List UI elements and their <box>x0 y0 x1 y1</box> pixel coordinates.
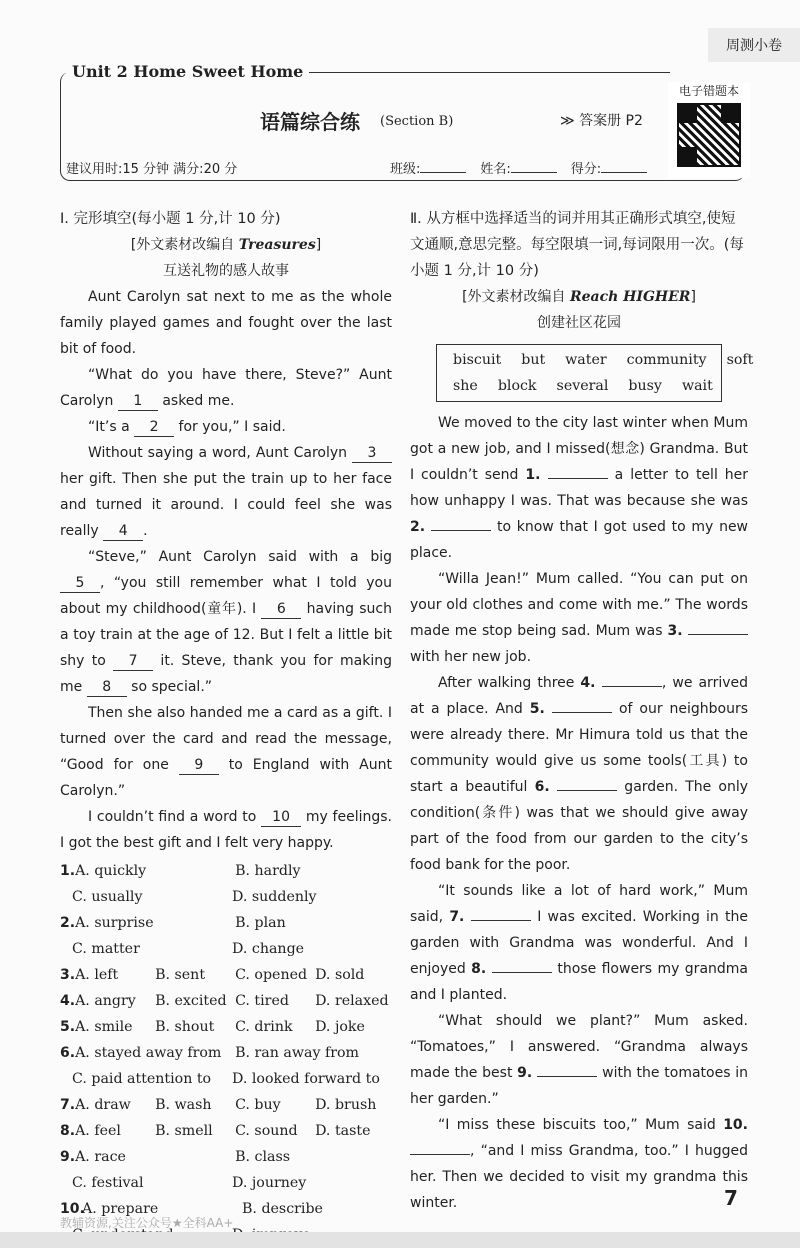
passage-paragraph: “What do you have there, Steve?” Aunt Carolyn 1 asked me. <box>60 367 392 409</box>
answer-option[interactable]: B. hardly <box>235 863 301 879</box>
part2-subtitle: 创建社区花园 <box>537 315 621 331</box>
answer-blank[interactable] <box>537 1076 597 1077</box>
cloze-blank[interactable]: 9 <box>179 756 219 775</box>
answer-option[interactable]: B. sent <box>155 967 206 983</box>
answer-option[interactable]: A. surprise <box>75 915 154 931</box>
passage-paragraph: “What should we plant?” Mum asked. “Tomatoes,” I answered. “Grandma always made the best 9. with the tomatoes in her garden.” <box>410 1013 748 1107</box>
section-subtitle: (Section B) <box>380 114 454 129</box>
answer-option[interactable]: B. shout <box>155 1019 215 1035</box>
blank-number: 5. <box>529 701 553 717</box>
answer-option[interactable]: C. tired <box>235 993 289 1009</box>
passage-paragraph: Aunt Carolyn sat next to me as the whole family played games and fought over the last bit of food. <box>60 289 392 357</box>
answer-blank[interactable] <box>471 920 531 921</box>
qr-panel[interactable] <box>668 82 750 178</box>
answer-option[interactable]: C. sound <box>235 1123 298 1139</box>
footer-watermark: 教辅资源,关注公众号★全科AA+ <box>60 1216 234 1230</box>
question-number: 8. <box>60 1123 76 1139</box>
cloze-blank[interactable]: 7 <box>113 652 153 671</box>
passage-paragraph: “Steve,” Aunt Carolyn said with a big 5 , “you still remember what I told you about my childhood(童年). I 6 having such a toy train at the age of 12. But I felt a little bit shy to 7 it. Steve, thank you for making me 8 so special.” <box>60 549 393 695</box>
answer-option[interactable]: A. left <box>75 967 119 983</box>
passage-paragraph: “I miss these biscuits too,” Mum said 10. , “and I miss Grandma, too.” I hugged her. Then we decided to visit my grandma this winter. <box>410 1117 748 1211</box>
name-field[interactable]: 姓名: <box>480 158 556 177</box>
answer-blank[interactable] <box>552 712 612 713</box>
answer-option[interactable]: D. sold <box>315 967 365 983</box>
answer-option[interactable]: C. paid attention to <box>72 1071 212 1087</box>
answer-option[interactable]: D. joke <box>315 1019 365 1035</box>
question-number: 2. <box>60 915 76 931</box>
answer-option[interactable]: C. festival <box>72 1175 144 1191</box>
part2-heading: Ⅱ. 从方框中选择适当的词并用其正确形式填空,使短文通顺,意思完整。每空限填一词,每词限用一次。(每小题 1 分,计 10 分) <box>410 211 744 279</box>
option-row <box>60 1118 392 1144</box>
word-bank-item: block <box>497 378 537 394</box>
student-fields <box>390 158 647 177</box>
part1-subtitle: 互送礼物的感人故事 <box>163 263 289 279</box>
passage-paragraph: Without saying a word, Aunt Carolyn 3 her gift. Then she put the train up to her face and turned it around. I could feel she was really 4 . <box>60 445 392 539</box>
section-header <box>60 62 746 182</box>
question-number: 3. <box>60 967 76 983</box>
answer-blank[interactable] <box>557 790 617 791</box>
answer-blank[interactable] <box>431 530 491 531</box>
answer-blank[interactable] <box>602 686 662 687</box>
word-bank-row <box>443 347 754 373</box>
question-number: 10. <box>60 1201 85 1217</box>
answer-option[interactable]: A. prepare <box>82 1201 159 1217</box>
cloze-blank[interactable]: 1 <box>118 392 158 411</box>
cloze-options <box>60 858 392 1248</box>
option-row <box>60 910 392 936</box>
word-bank-item: wait <box>681 378 713 394</box>
blank-number: 1. <box>525 467 548 483</box>
passage-paragraph: “Willa Jean!” Mum called. “You can put on your old clothes and come with me.” The words made me stop being sad. Mum was 3. with her new job. <box>410 571 748 665</box>
option-row <box>60 1040 392 1066</box>
answer-option[interactable]: B. excited <box>155 993 227 1009</box>
question-number: 1. <box>60 863 76 879</box>
question-number <box>60 884 72 910</box>
answer-option[interactable]: D. suddenly <box>232 889 317 905</box>
qr-label: 电子错题本 <box>678 84 739 98</box>
blank-number: 6. <box>534 779 558 795</box>
question-number: 4. <box>60 993 76 1009</box>
answer-option[interactable]: A. race <box>75 1149 126 1165</box>
score-field[interactable]: 得分: <box>571 158 647 177</box>
fill-blank-column <box>410 206 754 1216</box>
cloze-blank[interactable]: 10 <box>261 808 301 827</box>
cloze-blank[interactable]: 6 <box>261 600 301 619</box>
blank-number: 8. <box>471 961 492 977</box>
fill-passage <box>410 410 748 1216</box>
answer-blank[interactable] <box>410 1154 470 1155</box>
answer-blank[interactable] <box>548 478 608 479</box>
word-bank-item: several <box>556 378 609 394</box>
cloze-blank[interactable]: 2 <box>134 418 174 437</box>
answer-option[interactable]: D. looked forward to <box>232 1071 380 1087</box>
section-title: 语篇综合练 <box>260 110 360 134</box>
blank-number: 4. <box>580 675 602 691</box>
answer-option[interactable]: C. usually <box>72 889 143 905</box>
question-number: 5. <box>60 1019 76 1035</box>
bottom-bar <box>0 1232 800 1248</box>
cloze-blank[interactable]: 4 <box>103 522 143 541</box>
answer-option[interactable]: C. matter <box>72 941 140 957</box>
answer-option[interactable]: B. ran away from <box>235 1045 360 1061</box>
option-row <box>60 1144 392 1170</box>
passage-paragraph: “It sounds like a lot of hard work,” Mum said, 7. I was excited. Working in the garden with Grandma was wonderful. And I enjoyed 8. those flowers my grandma and I planted. <box>410 883 748 1003</box>
cloze-column <box>60 206 392 1248</box>
class-field[interactable]: 班级: <box>390 158 466 177</box>
answer-option[interactable]: A. quickly <box>75 863 147 879</box>
answer-option[interactable]: C. opened <box>235 967 308 983</box>
option-row <box>60 936 392 962</box>
answer-option[interactable]: B. class <box>235 1149 291 1165</box>
part1-source: [外文素材改编自 Treasures] <box>130 237 322 253</box>
answer-option[interactable]: B. describe <box>242 1201 323 1217</box>
answer-option[interactable]: A. smile <box>75 1019 133 1035</box>
word-bank-item: community <box>626 352 707 368</box>
question-number: 7. <box>60 1097 76 1113</box>
word-bank <box>436 344 754 402</box>
qr-code-icon[interactable] <box>677 103 741 167</box>
word-bank-row <box>443 373 715 399</box>
answer-option[interactable]: D. relaxed <box>315 993 389 1009</box>
question-number <box>60 936 72 962</box>
option-row <box>60 1066 392 1092</box>
answer-option[interactable]: A. feel <box>75 1123 121 1139</box>
question-number: 6. <box>60 1045 76 1061</box>
cloze-blank[interactable]: 8 <box>87 678 127 697</box>
part2-source: [外文素材改编自 Reach HIGHER] <box>462 289 696 305</box>
cloze-passage <box>60 284 392 856</box>
passage-paragraph: After walking three 4. , we arrived at a place. And 5. of our neighbours were already there. Mr Himura told us that the community would give us some tools(工具) to start a beautiful 6. garden. The only condition(条件) was that we should give away part of the food from our garden to the city’s food bank for the poor. <box>410 675 749 873</box>
blank-number: 7. <box>449 909 472 925</box>
answer-option[interactable]: D. change <box>232 941 305 957</box>
answer-option[interactable]: D. taste <box>315 1123 371 1139</box>
cloze-blank[interactable]: 5 <box>60 574 100 593</box>
part1-heading: Ⅰ. 完形填空(每小题 1 分,计 10 分) <box>60 211 281 227</box>
passage-paragraph: Then she also handed me a card as a gift. I turned over the card and read the message, “Good for one 9 to England with Aunt Carolyn.” <box>60 705 392 799</box>
question-number: 9. <box>60 1149 76 1165</box>
header-rule <box>280 72 670 73</box>
blank-number: 2. <box>410 519 432 535</box>
word-bank-item: water <box>565 352 607 368</box>
word-bank-item: but <box>521 352 546 368</box>
option-row <box>60 962 392 988</box>
weekly-test-tab: 周测小卷 <box>708 28 800 62</box>
blank-number: 3. <box>667 623 688 639</box>
answer-option[interactable]: B. wash <box>155 1097 212 1113</box>
answer-option[interactable]: C. drink <box>235 1019 293 1035</box>
answer-option[interactable]: A. angry <box>75 993 136 1009</box>
answer-option[interactable]: B. plan <box>235 915 286 931</box>
answer-option[interactable]: A. draw <box>75 1097 131 1113</box>
cloze-blank[interactable]: 3 <box>352 444 392 463</box>
answer-option[interactable]: C. buy <box>235 1097 281 1113</box>
option-row <box>60 1092 392 1118</box>
blank-number: 9. <box>517 1065 538 1081</box>
answer-option[interactable]: A. stayed away from <box>75 1045 222 1061</box>
blank-number: 10. <box>723 1117 748 1133</box>
word-bank-item: busy <box>628 378 662 394</box>
page-number: 7 <box>724 1186 738 1210</box>
question-number <box>60 1066 72 1092</box>
word-bank-item: biscuit <box>453 352 502 368</box>
option-row <box>60 858 392 884</box>
answer-reference: ≫ 答案册 P2 <box>560 113 643 129</box>
unit-title: Unit 2 Home Sweet Home <box>66 62 309 81</box>
answer-blank[interactable] <box>688 634 748 635</box>
option-row <box>60 1014 392 1040</box>
answer-blank[interactable] <box>492 972 552 973</box>
answer-option[interactable]: B. smell <box>155 1123 213 1139</box>
word-bank-item: soft <box>726 352 754 368</box>
passage-paragraph: We moved to the city last winter when Mum got a new job, and I missed(想念) Grandma. But I couldn’t send 1. a letter to tell her how unhappy I was. That was because she was 2. to know that I got used to my new place. <box>410 415 749 561</box>
option-row <box>60 884 392 910</box>
answer-option[interactable]: D. journey <box>232 1175 307 1191</box>
question-number <box>60 1170 72 1196</box>
option-row <box>60 1170 392 1196</box>
word-bank-item: she <box>453 378 478 394</box>
passage-paragraph: “It’s a 2 for you,” I said. <box>88 419 286 435</box>
passage-paragraph: I couldn’t find a word to 10 my feelings. I got the best gift and I felt very happy. <box>60 809 392 851</box>
answer-option[interactable]: D. brush <box>315 1097 377 1113</box>
time-score-info: 建议用时:15 分钟 满分:20 分 <box>66 162 238 177</box>
option-row <box>60 988 392 1014</box>
